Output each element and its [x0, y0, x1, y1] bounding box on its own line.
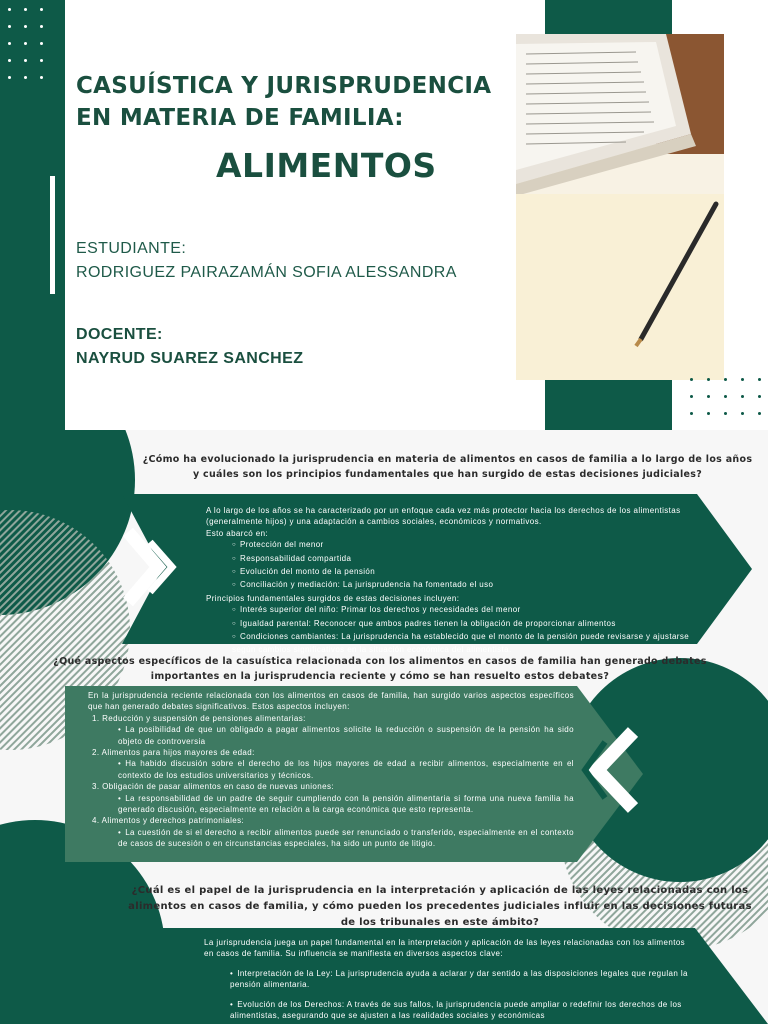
photo-book-pen [516, 34, 724, 380]
section1-principles-list [206, 604, 696, 656]
section1-covered-list [206, 539, 696, 593]
section3-question: ¿Cuál es el papel de la jurisprudencia en la interpretación y aplicación de las leyes relacionadas con los alimentos en casos de familia, y cómo pueden los precedentes judiciales influir en las decisiones futuras de los tribunales en este ámbito? [128, 885, 752, 928]
list-item: ○ Evolución del monto de la pensión [232, 566, 696, 579]
chevron-right-icon [120, 520, 180, 615]
list-item: • La posibilidad de que un obligado a pagar alimentos solicite la reducción o suspensión de la pensión ha sido objeto de controversia [118, 724, 574, 747]
section1-intro: A lo largo de los años se ha caracterizado por un enfoque cada vez más protector hacia los derechos de los alimentistas (generalmente hijos) y una adaptación a cambios sociales, económicos y normativos. [206, 506, 681, 527]
list-item: • Ha habido discusión sobre el derecho de los hijos mayores de edad a recibir alimentos, especialmente en el contexto de los estudios universitarios y técnicos. [118, 758, 574, 781]
list-item: ○ Conciliación y mediación: La jurisprudencia ha fomentado el uso [232, 579, 696, 592]
title-block [76, 70, 491, 134]
section1-body [206, 505, 696, 656]
list-item: ○ Responsabilidad compartida [232, 553, 696, 566]
section2-item-1-heading: 1. Reducción y suspensión de pensiones alimentarias: [92, 713, 306, 723]
student-name: RODRIGUEZ PAIRAZAMÁN SOFIA ALESSANDRA [76, 264, 457, 281]
student-label: ESTUDIANTE: [76, 240, 187, 257]
section1-question: ¿Cómo ha evolucionado la jurisprudencia en materia de alimentos en casos de familia a lo largo de los años y cuáles son los principios fundamentales que han surgido de estas decisiones judiciales? [142, 454, 753, 480]
section1-covered-label: Esto abarcó en: [206, 528, 269, 538]
section2-item-3-heading: 3. Obligación de pasar alimentos en caso de nuevas uniones: [92, 782, 334, 792]
teacher-name: NAYRUD SUAREZ SANCHEZ [76, 350, 304, 367]
title-line-2: EN MATERIA DE FAMILIA: [76, 105, 404, 131]
section2-question: ¿Qué aspectos específicos de la casuística relacionada con los alimentos en casos de familia han generado debates importantes en la jurisprudencia reciente y cómo se han resuelto estos debates? [53, 656, 707, 682]
section2-body [88, 690, 574, 850]
section2-intro: En la jurisprudencia reciente relacionada con los alimentos en casos de familia, han surgido varios aspectos específicos que han generado debates significativos. Estos aspectos incluyen: [88, 691, 574, 712]
teacher-label: DOCENTE: [76, 326, 163, 343]
list-item: • La cuestión de si el derecho a recibir alimentos puede ser renunciado o transferido, especialmente en el contexto de casos de sucesión o en circunstancias especiales, ha sido un punto de litigio. [118, 827, 574, 850]
section3-intro: La jurisprudencia juega un papel fundamental en la interpretación y aplicación de las leyes relacionadas con los alimentos en casos de familia. Su influencia se manifiesta en diversos aspectos clave: [204, 938, 686, 959]
chevron-left-icon [575, 720, 645, 820]
section2-item-2-heading: 2. Alimentos para hijos mayores de edad: [92, 748, 255, 758]
dots-right-green [690, 378, 768, 415]
section3-body [204, 937, 690, 1021]
dots-top-left [8, 8, 56, 79]
list-item: ○ Protección del menor [232, 539, 696, 552]
main-title: ALIMENTOS [216, 146, 437, 185]
title-line-1: CASUÍSTICA Y JURISPRUDENCIA [76, 73, 492, 99]
list-item: ○ Interés superior del niño: Primar los derechos y necesidades del menor [232, 604, 696, 617]
section1-principles-label: Principios fundamentales surgidos de estas decisiones incluyen: [206, 593, 460, 603]
list-item: ○ Igualdad parental: Reconocer que ambos padres tienen la obligación de proporcionar alimentos [232, 618, 696, 631]
left-white-bar [50, 176, 55, 294]
list-item: ○ Condiciones cambiantes: La jurisprudencia ha establecido que el monto de la pensión puede revisarse y ajustarse según cambios significativos en la situación económica del alimentista. [232, 631, 696, 656]
section2-item-4-heading: 4. Alimentos y derechos patrimoniales: [92, 816, 245, 826]
list-item: • La responsabilidad de un padre de seguir cumpliendo con la pensión alimentaria si forma una nueva familia ha generado discusión, especialmente en relación a la carga económica que esto representa. [118, 793, 574, 816]
list-item: • Evolución de los Derechos: A través de sus fallos, la jurisprudencia puede ampliar o redefinir los derechos de los alimentistas, asegurando que se ajusten a las realidades sociales y económicas [230, 999, 690, 1022]
list-item: • Interpretación de la Ley: La jurisprudencia ayuda a aclarar y dar sentido a las disposiciones legales que regulan la pensión alimentaria. [230, 968, 690, 991]
